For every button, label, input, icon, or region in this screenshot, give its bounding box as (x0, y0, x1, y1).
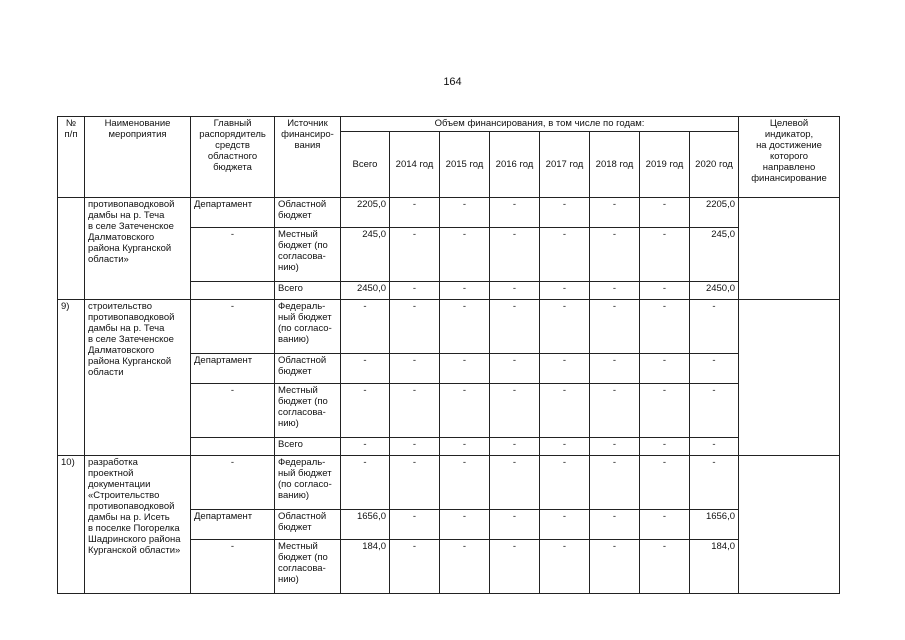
header-year: 2015 год (440, 132, 490, 198)
budget-manager: Департамент (191, 354, 275, 384)
budget-manager: - (191, 300, 275, 354)
header-total: Всего (341, 132, 390, 198)
value-cell: - (640, 438, 690, 456)
value-cell: - (490, 282, 540, 300)
value-cell: - (540, 198, 590, 228)
value-cell: - (341, 438, 390, 456)
funding-source: Местный бюджет (по согласова- нию) (275, 384, 341, 438)
value-cell: - (390, 384, 440, 438)
page-number: 164 (443, 76, 462, 88)
value-cell: - (440, 228, 490, 282)
value-cell: - (540, 438, 590, 456)
measure-name: противопаводковой дамбы на р. Теча в селе Затеченское Далматовского района Курганской области» (85, 198, 191, 300)
header-source: Источник финансиро- вания (275, 117, 341, 198)
value-cell: - (341, 354, 390, 384)
funding-source: Областной бюджет (275, 354, 341, 384)
funding-source: Федераль- ный бюджет (по согласо- ванию) (275, 456, 341, 510)
row-num: 10) (58, 456, 85, 594)
value-cell: - (390, 456, 440, 510)
value-cell: - (440, 198, 490, 228)
budget-manager: - (191, 456, 275, 510)
measure-name: строительство противопаводковой дамбы на р. Теча в селе Затеченское Далматовского района Курганской области (85, 300, 191, 456)
value-cell: - (390, 198, 440, 228)
header-year: 2020 год (690, 132, 739, 198)
table-row (58, 300, 840, 354)
value-cell: - (690, 384, 739, 438)
value-cell: - (640, 228, 690, 282)
header-year: 2017 год (540, 132, 590, 198)
budget-manager: Департамент (191, 198, 275, 228)
row-num (58, 198, 85, 300)
value-cell: 2450,0 (690, 282, 739, 300)
budget-manager: - (191, 540, 275, 594)
value-cell: - (590, 300, 640, 354)
value-cell: - (440, 456, 490, 510)
value-cell: - (640, 384, 690, 438)
value-cell: - (341, 456, 390, 510)
header-manager: Главный распорядитель средств областного бюджета (191, 117, 275, 198)
value-cell: - (341, 300, 390, 354)
funding-source: Всего (275, 438, 341, 456)
budget-manager: - (191, 228, 275, 282)
value-cell: 2450,0 (341, 282, 390, 300)
value-cell: - (540, 282, 590, 300)
value-cell: - (540, 384, 590, 438)
value-cell: 1656,0 (341, 510, 390, 540)
value-cell: - (590, 228, 640, 282)
target-indicator (739, 300, 840, 456)
value-cell: - (540, 540, 590, 594)
value-cell: - (590, 438, 640, 456)
value-cell: - (390, 540, 440, 594)
header-year: 2019 год (640, 132, 690, 198)
value-cell: - (390, 300, 440, 354)
budget-manager: - (191, 384, 275, 438)
row-num: 9) (58, 300, 85, 456)
header-num: № п/п (58, 117, 85, 198)
value-cell: - (490, 228, 540, 282)
value-cell: - (490, 384, 540, 438)
value-cell: - (341, 384, 390, 438)
budget-manager (191, 438, 275, 456)
value-cell: - (540, 300, 590, 354)
value-cell: - (690, 438, 739, 456)
value-cell: 2205,0 (690, 198, 739, 228)
value-cell: - (640, 456, 690, 510)
value-cell: - (440, 300, 490, 354)
value-cell: 184,0 (341, 540, 390, 594)
value-cell: - (490, 354, 540, 384)
budget-manager: Департамент (191, 510, 275, 540)
value-cell: - (590, 384, 640, 438)
header-target: Целевой индикатор, на достижение которого направлено финансирование (739, 117, 840, 198)
table-row (58, 456, 840, 510)
value-cell: 1656,0 (690, 510, 739, 540)
header-name: Наименование мероприятия (85, 117, 191, 198)
value-cell: - (540, 354, 590, 384)
table-row (58, 198, 840, 228)
value-cell: - (490, 510, 540, 540)
funding-source: Федераль- ный бюджет (по согласо- ванию) (275, 300, 341, 354)
value-cell: - (690, 354, 739, 384)
value-cell: - (490, 540, 540, 594)
measure-name: разработка проектной документации «Строительство противопаводковой дамбы на р. Исеть в поселке Погорелка Шадринского района Курганской области» (85, 456, 191, 594)
value-cell: - (540, 510, 590, 540)
value-cell: - (690, 300, 739, 354)
value-cell: - (440, 510, 490, 540)
value-cell: 184,0 (690, 540, 739, 594)
value-cell: - (490, 198, 540, 228)
value-cell: - (490, 456, 540, 510)
value-cell: - (640, 510, 690, 540)
value-cell: - (590, 540, 640, 594)
funding-source: Областной бюджет (275, 510, 341, 540)
value-cell: - (440, 438, 490, 456)
funding-source: Всего (275, 282, 341, 300)
value-cell: - (490, 438, 540, 456)
value-cell: - (690, 456, 739, 510)
funding-source: Местный бюджет (по согласова- нию) (275, 228, 341, 282)
value-cell: - (390, 354, 440, 384)
value-cell: - (540, 228, 590, 282)
value-cell: - (590, 198, 640, 228)
value-cell: - (640, 282, 690, 300)
value-cell: 245,0 (690, 228, 739, 282)
value-cell: - (590, 456, 640, 510)
funding-source: Областной бюджет (275, 198, 341, 228)
value-cell: - (640, 300, 690, 354)
value-cell: - (590, 282, 640, 300)
header-year: 2018 год (590, 132, 640, 198)
value-cell: - (540, 456, 590, 510)
value-cell: - (640, 354, 690, 384)
header-volume: Объем финансирования, в том числе по годам: (341, 117, 739, 132)
value-cell: - (490, 300, 540, 354)
financing-table (57, 116, 840, 594)
value-cell: - (640, 540, 690, 594)
budget-manager (191, 282, 275, 300)
value-cell: - (440, 540, 490, 594)
value-cell: - (390, 510, 440, 540)
value-cell: - (390, 282, 440, 300)
value-cell: - (440, 384, 490, 438)
value-cell: - (440, 282, 490, 300)
value-cell: 2205,0 (341, 198, 390, 228)
value-cell: - (590, 510, 640, 540)
value-cell: - (640, 198, 690, 228)
target-indicator (739, 456, 840, 594)
value-cell: - (390, 228, 440, 282)
target-indicator (739, 198, 840, 300)
header-year: 2014 год (390, 132, 440, 198)
value-cell: - (440, 354, 490, 384)
value-cell: 245,0 (341, 228, 390, 282)
header-year: 2016 год (490, 132, 540, 198)
value-cell: - (590, 354, 640, 384)
value-cell: - (390, 438, 440, 456)
funding-source: Местный бюджет (по согласова- нию) (275, 540, 341, 594)
